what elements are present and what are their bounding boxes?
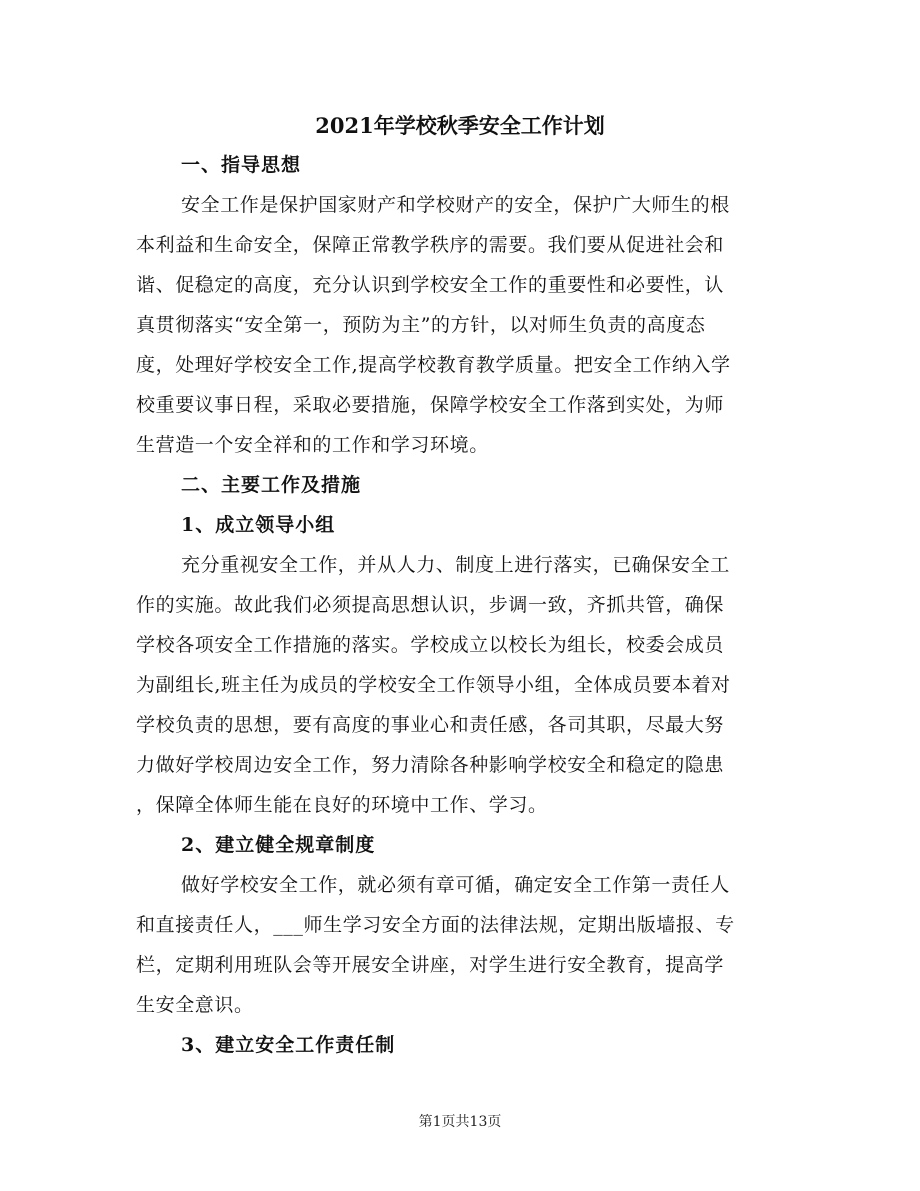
paragraph-line: 和直接责任人，___师生学习安全方面的法律法规，定期出版墙报、专 [136, 914, 735, 936]
paragraph-line: ，保障全体师生能在良好的环境中工作、学习。 [136, 794, 548, 816]
section-heading: 2、建立健全规章制度 [181, 834, 376, 856]
section-heading: 3、建立安全工作责任制 [181, 1034, 396, 1056]
section-heading: 1、成立领导小组 [181, 514, 336, 536]
paragraph-line: 安全工作是保护国家财产和学校财产的安全，保护广大师生的根 [181, 194, 730, 216]
section-heading: 二、主要工作及措施 [181, 474, 362, 496]
paragraph-line: 谐、促稳定的高度，充分认识到学校安全工作的重要性和必要性，认 [136, 274, 725, 296]
document-body [136, 145, 776, 1065]
paragraph-line: 为副组长,班主任为成员的学校安全工作领导小组，全体成员要本着对 [136, 674, 731, 696]
paragraph-line: 本利益和生命安全，保障正常教学秩序的需要。我们要从促进社会和 [136, 234, 725, 256]
paragraph-line: 校重要议事日程，采取必要措施，保障学校安全工作落到实处，为师 [136, 394, 725, 416]
section-heading: 一、指导思想 [181, 154, 302, 176]
paragraph [136, 865, 776, 1025]
paragraph-line: 真贯彻落实“安全第一，预防为主”的方针，以对师生负责的高度态 [136, 314, 706, 336]
paragraph [136, 185, 776, 465]
paragraph-line: 做好学校安全工作，就必须有章可循，确定安全工作第一责任人 [181, 874, 730, 896]
paragraph-line: 力做好学校周边安全工作，努力清除各种影响学校安全和稳定的隐患 [136, 754, 725, 776]
page-number: 第1页共13页 [418, 1114, 502, 1130]
paragraph-line: 度，处理好学校安全工作,提高学校教育教学质量。把安全工作纳入学 [136, 354, 731, 376]
paragraph-line: 学校负责的思想，要有高度的事业心和责任感，各司其职，尽最大努 [136, 714, 725, 736]
paragraph-line: 作的实施。故此我们必须提高思想认识，步调一致，齐抓共管，确保 [136, 594, 725, 616]
paragraph-line: 充分重视安全工作，并从人力、制度上进行落实，已确保安全工 [181, 554, 730, 576]
paragraph-line: 学校各项安全工作措施的落实。学校成立以校长为组长，校委会成员 [136, 634, 725, 656]
paragraph-line: 生安全意识。 [136, 994, 254, 1016]
paragraph-line: 生营造一个安全祥和的工作和学习环境。 [136, 434, 489, 456]
document-title: 2021年学校秋季安全工作计划 [315, 113, 605, 138]
paragraph-line: 栏，定期利用班队会等开展安全讲座，对学生进行安全教育，提高学 [136, 954, 725, 976]
paragraph [136, 545, 776, 825]
